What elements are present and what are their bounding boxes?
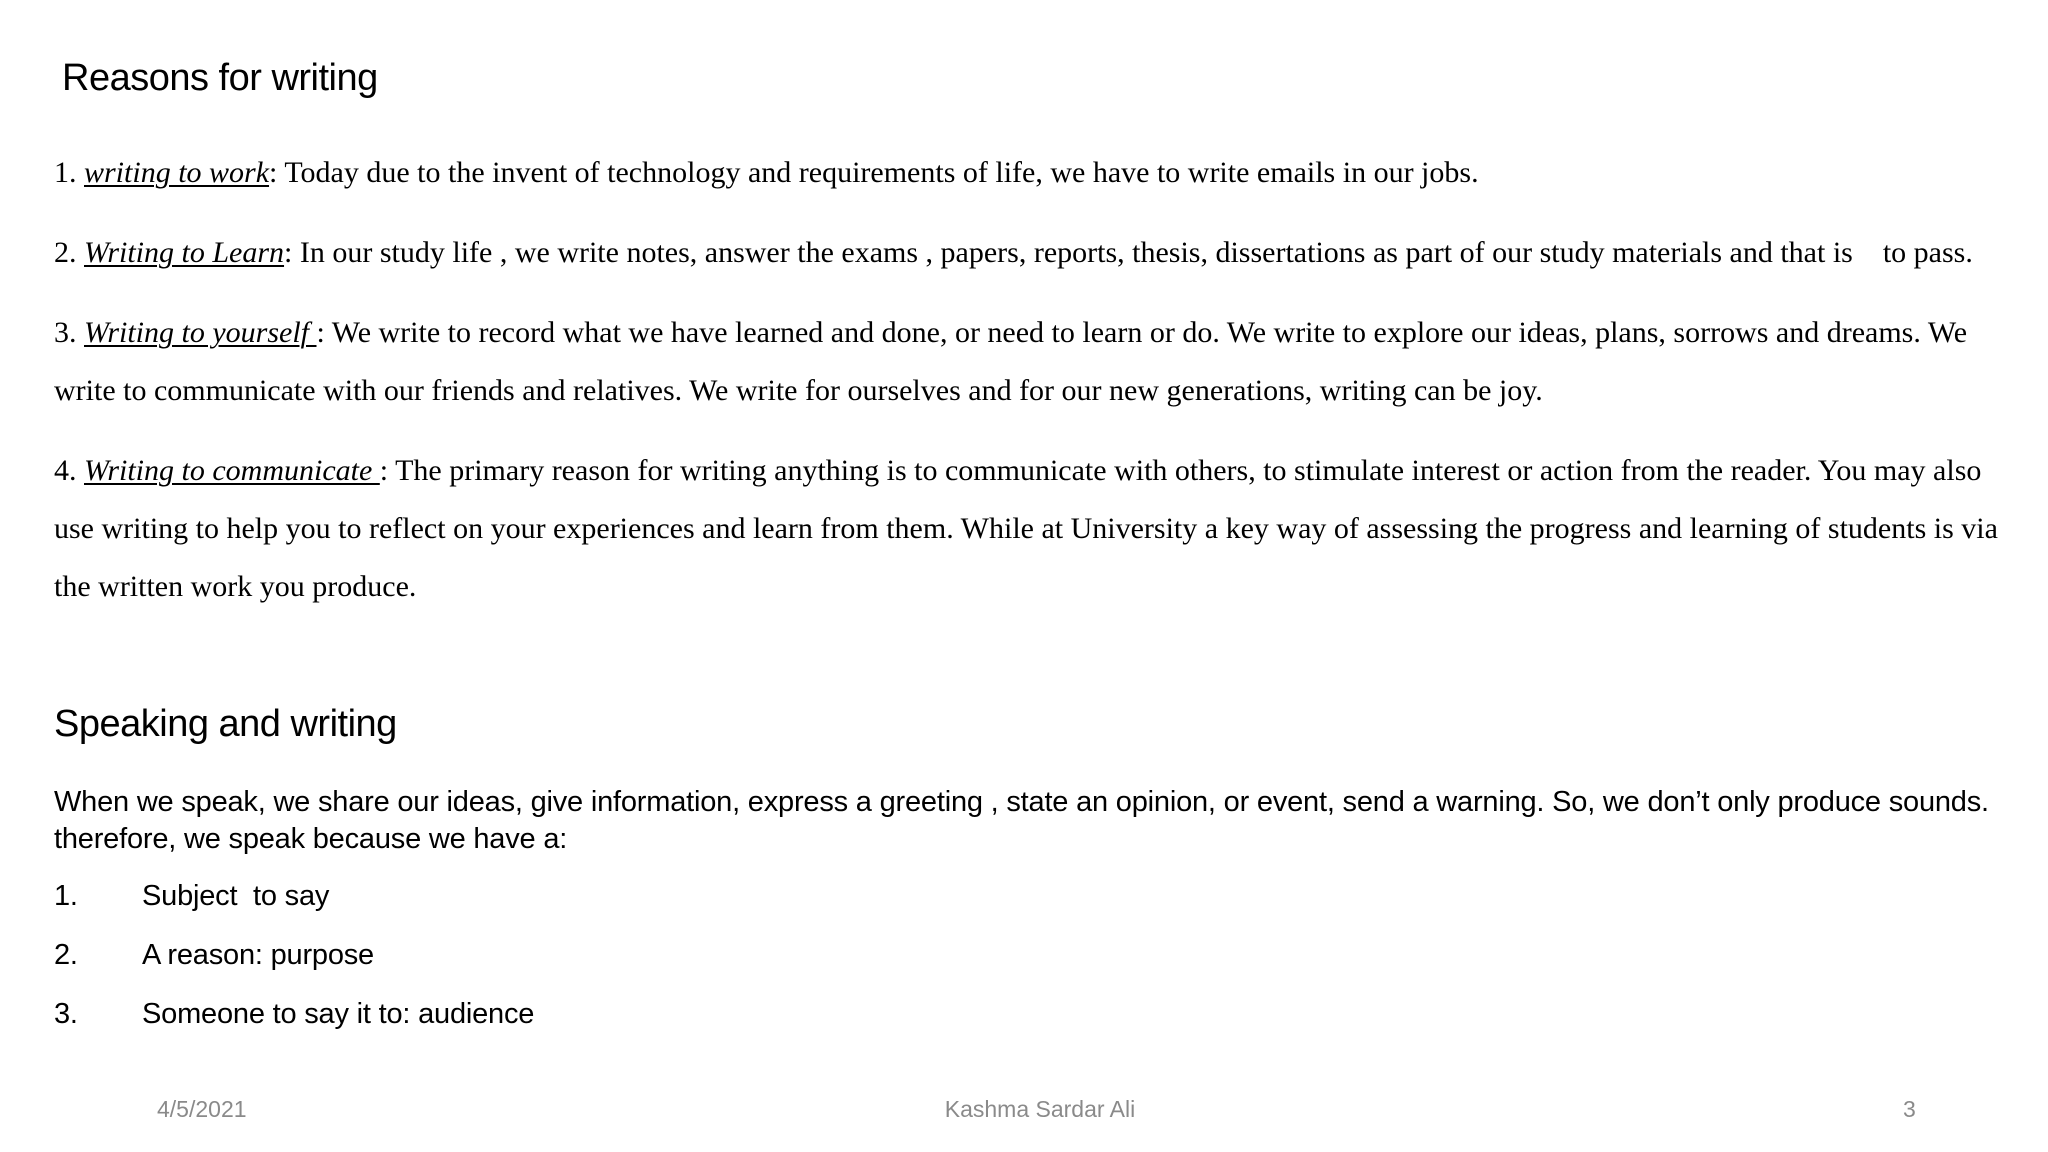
list-number: 2. [54, 939, 78, 971]
list-number: 1. [54, 880, 78, 912]
reason-number: 1. [54, 156, 84, 189]
reason-number: 3. [54, 316, 84, 349]
list-text: Subject to say [142, 880, 330, 912]
reason-text: : Today due to the invent of technology and requirements of life, we have to write emails in our jobs. [269, 156, 1479, 189]
footer-page-number: 3 [1903, 1096, 1916, 1122]
reason-term: writing to work [84, 156, 270, 189]
footer-date: 4/5/2021 [157, 1096, 247, 1122]
reasons-list [54, 144, 2004, 638]
reason-text: : The primary reason for writing anything is to communicate with others, to stimulate interest or action from the reader. You may also use writing to help you to reflect on your experiences and learn from them. While at University a key way of assessing the progress and learning of students is via the written work you produce. [54, 454, 1998, 603]
list-item [54, 878, 2004, 937]
reason-number: 2. [54, 236, 84, 269]
speaking-intro: When we speak, we share our ideas, give information, express a greeting , state an opinion, or event, send a warning. So, we don’t only produce sounds. therefore, we speak because we have a: [54, 786, 1989, 855]
reason-term: Writing to communicate [84, 454, 380, 487]
reason-number: 4. [54, 454, 84, 487]
reason-item [54, 442, 2004, 616]
reason-text: : We write to record what we have learned and done, or need to learn or do. We write to explore our ideas, plans, sorrows and dreams. We write to communicate with our friends and relatives. We write for ourselves and for our new generations, writing can be joy. [54, 316, 1968, 407]
list-number: 3. [54, 998, 78, 1030]
list-item [54, 996, 2004, 1055]
reason-term: Writing to yourself [84, 316, 317, 349]
reason-item [54, 144, 2004, 202]
list-text: Someone to say it to: audience [142, 998, 535, 1030]
speaking-list [54, 878, 2004, 1055]
list-text: A reason: purpose [142, 939, 374, 971]
speaking-section [54, 784, 2004, 1055]
reason-item [54, 304, 2004, 420]
reason-term: Writing to Learn [84, 236, 285, 269]
footer-author: Kashma Sardar Ali [944, 1096, 1136, 1122]
reason-item [54, 224, 2004, 282]
heading-reasons-for-writing: Reasons for writing [62, 57, 378, 99]
heading-speaking-and-writing: Speaking and writing [54, 703, 397, 745]
list-item [54, 937, 2004, 996]
reason-text: : In our study life , we write notes, answer the exams , papers, reports, thesis, dissertations as part of our study materials and that is to pass. [284, 236, 1973, 269]
